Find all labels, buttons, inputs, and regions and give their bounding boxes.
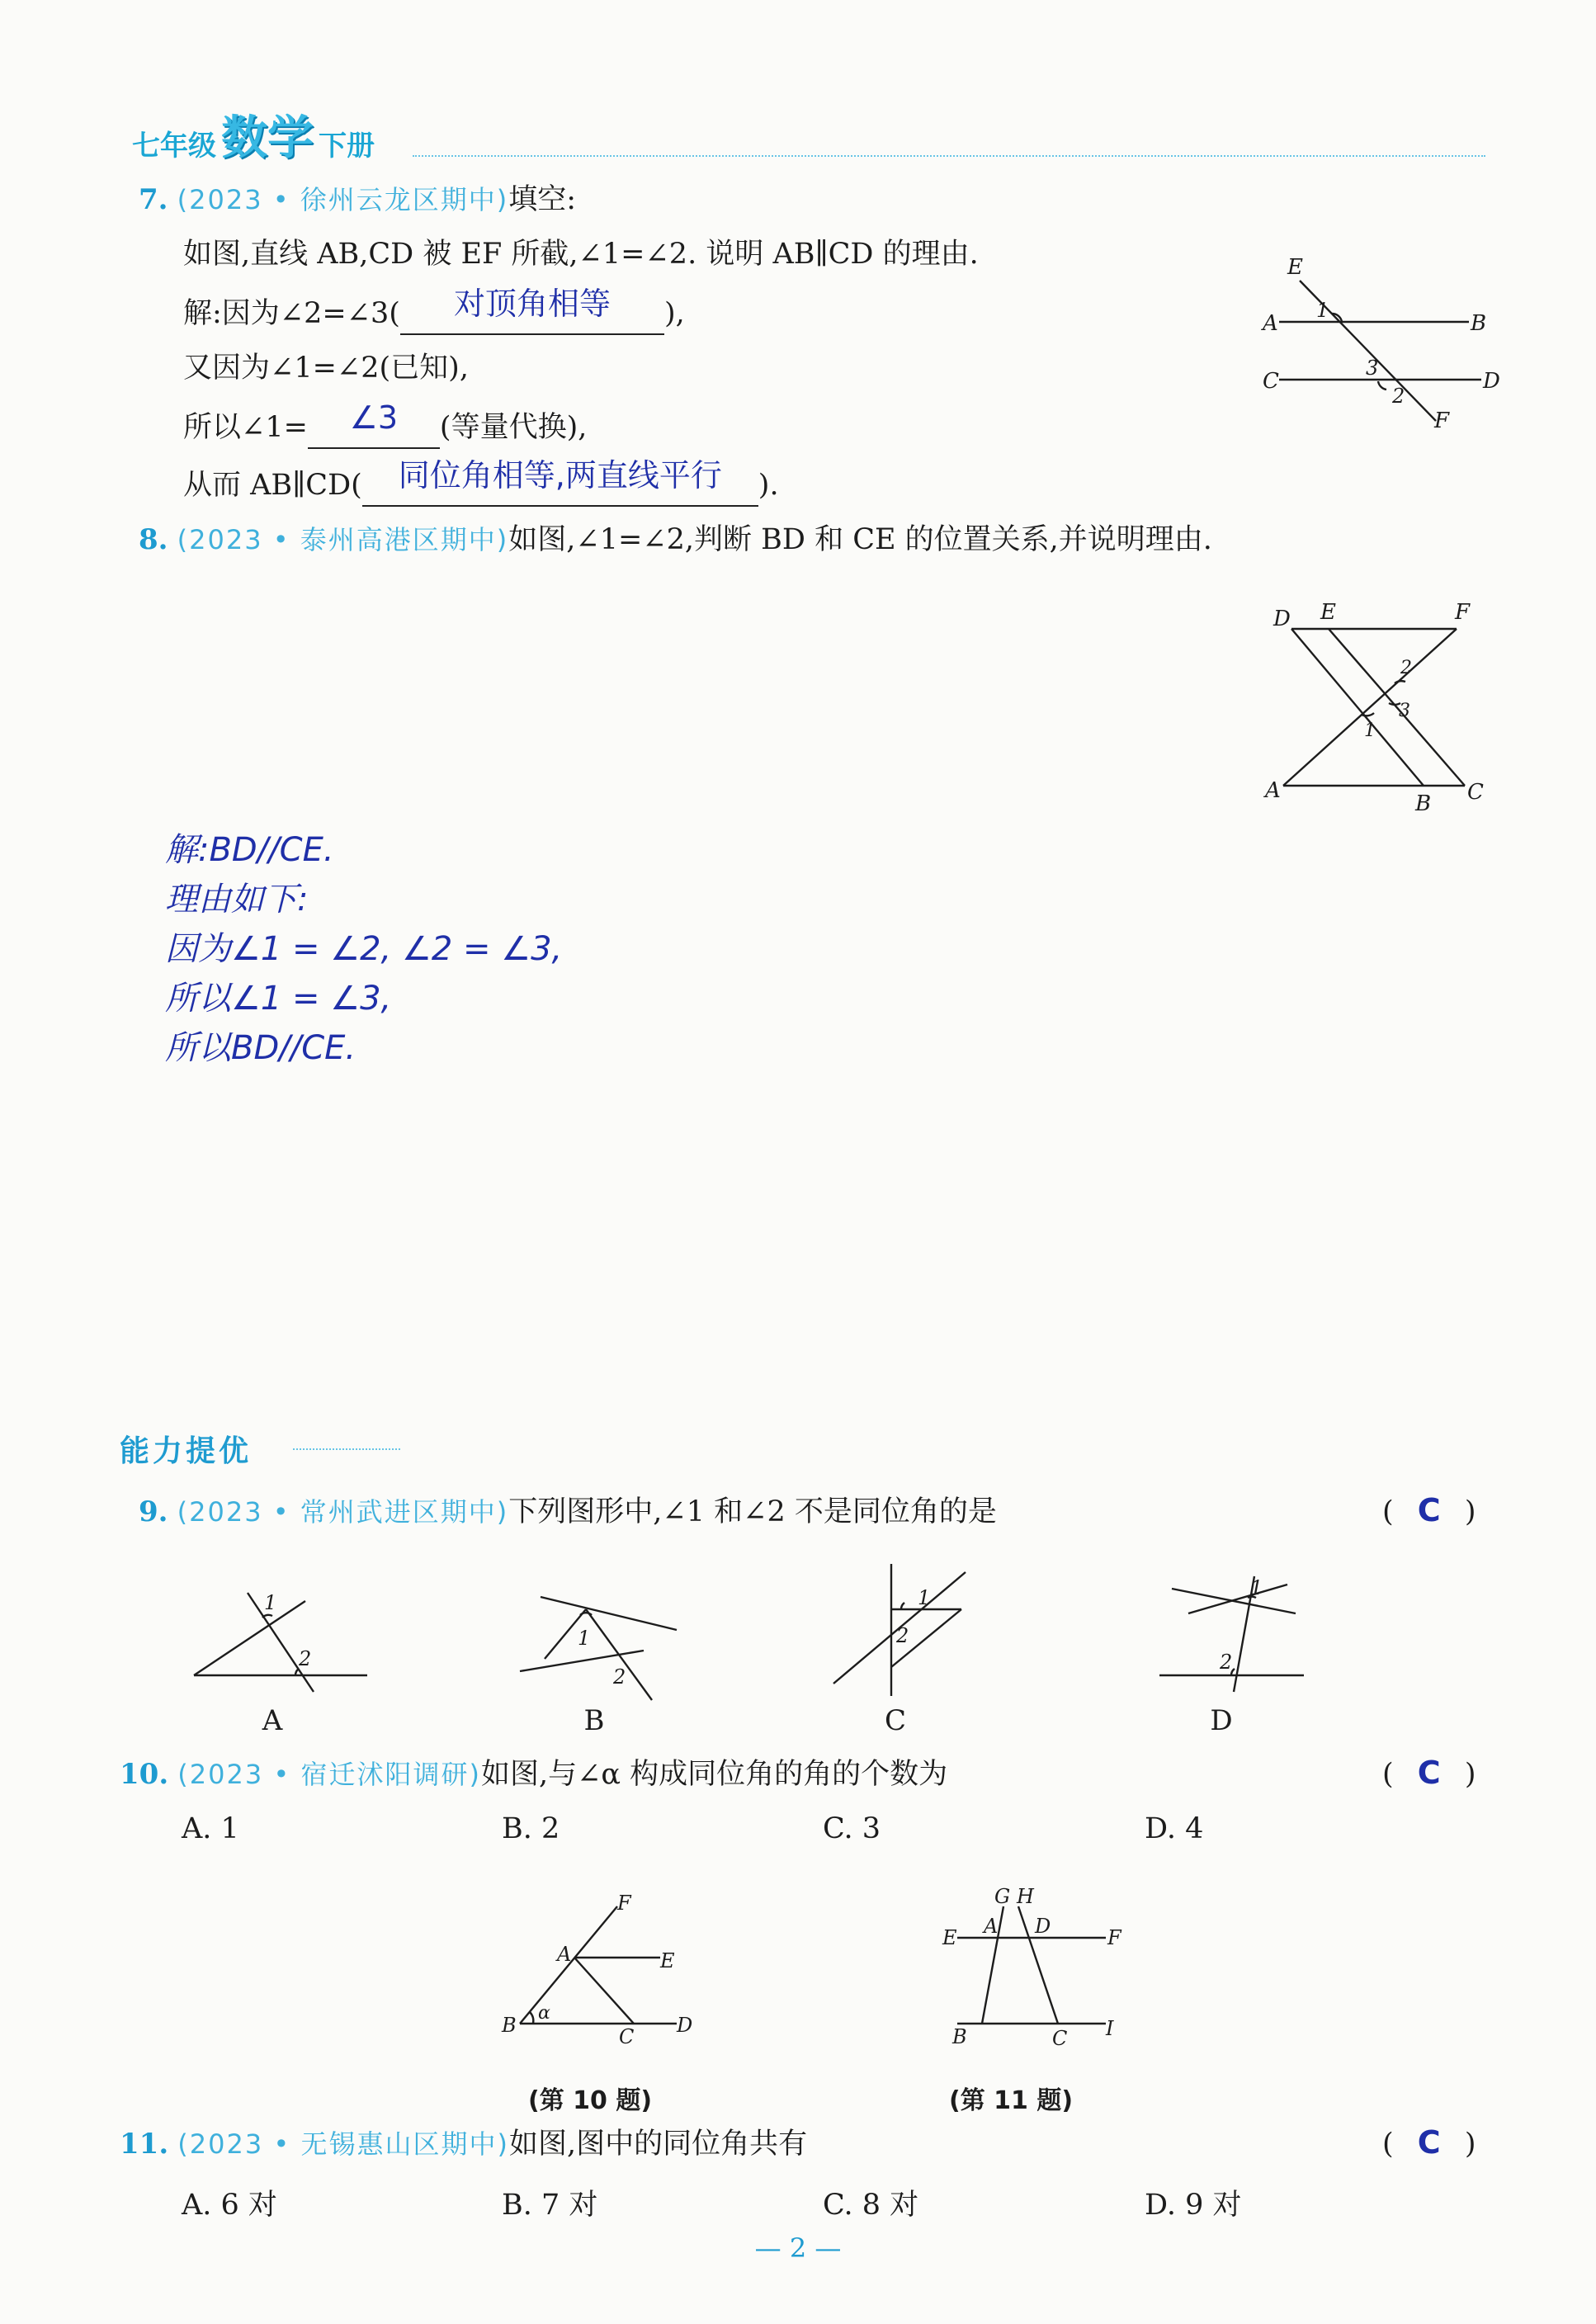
q8-solution-line-1: 解:BD//CE. [165, 831, 334, 869]
q9c-label-2: 2 [896, 1624, 909, 1647]
q7-line5 [183, 457, 779, 507]
q10-label-a: A [557, 1943, 572, 1966]
q11-label-f: F [1107, 1926, 1121, 1949]
q9c-label-1: 1 [918, 1586, 931, 1609]
q10-figure [495, 1890, 710, 2047]
q7-line5-post: ). [758, 469, 779, 502]
q7-line3: 又因为∠1=∠2(已知), [183, 352, 469, 385]
q10-label-d: D [677, 2014, 693, 2037]
q11-answer-box [1382, 2124, 1476, 2161]
q11-prompt: 如图,图中的同位角共有 [508, 2128, 808, 2161]
q7-prompt: 填空: [508, 183, 577, 216]
q11-option-a: A. 6 对 [182, 2189, 277, 2222]
q8-solution-line-5: 所以BD//CE. [165, 1029, 357, 1067]
q7-answer-3: 同位角相等,两直线平行 [398, 457, 722, 494]
q9b-label-1: 1 [578, 1627, 591, 1650]
q7-title [139, 180, 576, 220]
q7-line4 [183, 399, 588, 449]
q7-line2 [183, 286, 685, 335]
q9-option-c: C [884, 1704, 906, 1737]
q9-figure-a [182, 1568, 380, 1700]
q9a-label-1: 1 [264, 1591, 277, 1614]
q10-paren-close: ) [1464, 1758, 1476, 1791]
q8-label-c: C [1467, 780, 1484, 805]
q11-number: 11. [120, 2128, 169, 2161]
q10-title [120, 1755, 947, 1794]
q7-number: 7. [139, 183, 168, 216]
q10-paren-open: ( [1382, 1758, 1394, 1791]
q9a-label-2: 2 [299, 1647, 312, 1670]
q11-title [120, 2124, 807, 2164]
q8-line-ec [1329, 629, 1465, 786]
q9-option-a: A [262, 1704, 283, 1737]
q9-source: (2023 • 常州武进区期中) [177, 1496, 509, 1528]
section-title: 能力提优 [120, 1434, 253, 1468]
q11-source: (2023 • 无锡惠山区期中) [177, 2128, 509, 2160]
q7-line5-pre: 从而 AB∥CD( [183, 469, 362, 502]
q7-blank-1 [400, 286, 664, 335]
header-rule [413, 155, 1485, 157]
q9-title [139, 1492, 997, 1532]
q7-source: (2023 • 徐州云龙区期中) [177, 184, 509, 215]
q7-label-3: 3 [1366, 357, 1379, 380]
page-number: — 2 — [754, 2232, 842, 2264]
q11-option-b: B. 7 对 [502, 2189, 598, 2222]
q7-line4-pre: 所以∠1= [183, 411, 308, 444]
q11-label-g: G [994, 1885, 1011, 1908]
q11-label-a: A [984, 1915, 999, 1938]
q11-caption: (第 11 题) [949, 2086, 1074, 2115]
q7-line2-post: ), [663, 297, 685, 330]
q10-source: (2023 • 宿迁沭阳调研) [177, 1759, 481, 1790]
q11-label-e: E [942, 1926, 957, 1949]
q9-figure-c [825, 1560, 990, 1700]
q8-solution-line-4: 所以∠1 = ∠3, [165, 980, 392, 1018]
q9-answer: C [1417, 1492, 1441, 1528]
q7-answer-2: ∠3 [349, 399, 399, 436]
q10-option-c: C. 3 [823, 1812, 881, 1845]
q11-paren-close: ) [1464, 2128, 1476, 2161]
q11-answer: C [1417, 2124, 1441, 2161]
q8-prompt: 如图,∠1=∠2,判断 BD 和 CE 的位置关系,并说明理由. [508, 523, 1212, 556]
q10-option-a: A. 1 [182, 1812, 239, 1845]
q11-label-c: C [1052, 2027, 1068, 2050]
q11-option-d: D. 9 对 [1145, 2189, 1242, 2222]
q7-answer-1: 对顶角相等 [453, 286, 611, 322]
q9d-label-2: 2 [1220, 1651, 1233, 1674]
q8-line-fa [1283, 629, 1457, 786]
q8-label-d: D [1273, 607, 1291, 631]
q10-label-c: C [619, 2025, 635, 2047]
q11-option-c: C. 8 对 [823, 2189, 919, 2222]
q11-label-d: D [1035, 1915, 1051, 1938]
q11-figure [933, 1882, 1131, 2055]
q9-paren-close: ) [1464, 1495, 1476, 1528]
q9-number: 9. [139, 1495, 168, 1528]
q9-figure-d [1155, 1568, 1312, 1700]
q7-label-c: C [1263, 369, 1279, 394]
q10-option-d: D. 4 [1145, 1812, 1204, 1845]
q8-label-a: A [1265, 778, 1281, 803]
q7-line4-post: (等量代换), [439, 411, 588, 444]
q10-prompt: 如图,与∠α 构成同位角的角的个数为 [480, 1758, 948, 1791]
header-subject: 数学 [221, 111, 314, 165]
q10-label-alpha: α [538, 2003, 550, 2024]
q10-label-e: E [660, 1949, 675, 1972]
q8-angle-arc-2 [1395, 681, 1405, 683]
q11-label-i: I [1106, 2017, 1114, 2040]
q8-title [139, 520, 1212, 560]
q10-answer: C [1417, 1755, 1441, 1791]
header-volume: 下册 [319, 130, 375, 163]
q8-source: (2023 • 泰州高港区期中) [177, 524, 509, 555]
q9-paren-open: ( [1382, 1495, 1394, 1528]
header-grade: 七年级 [132, 130, 216, 163]
q8-figure [1258, 594, 1498, 817]
q9d-label-1: 1 [1250, 1576, 1263, 1599]
q7-label-f: F [1434, 409, 1450, 433]
q8-label-3: 3 [1399, 701, 1410, 721]
header-brand [132, 111, 375, 165]
q9-option-b: B [583, 1704, 605, 1737]
q8-label-1: 1 [1364, 720, 1376, 741]
q7-blank-2 [308, 399, 440, 449]
q7-blank-3 [362, 457, 758, 507]
q8-solution [165, 825, 562, 1073]
q7-label-b: B [1471, 311, 1487, 336]
q7-label-2: 2 [1392, 385, 1405, 408]
q9b-label-2: 2 [613, 1665, 626, 1689]
q10-answer-box [1382, 1755, 1476, 1791]
q7-line2-pre: 解:因为∠2=∠3( [183, 297, 400, 330]
q9-answer-box [1382, 1492, 1476, 1528]
q7-label-a: A [1263, 311, 1278, 336]
q10-option-b: B. 2 [502, 1812, 560, 1845]
q7-label-1: 1 [1316, 299, 1329, 322]
q9-figure-b [508, 1580, 689, 1704]
q8-label-f: F [1455, 600, 1471, 625]
q10-line-ac [574, 1958, 634, 2024]
q9-prompt: 下列图形中,∠1 和∠2 不是同位角的是 [508, 1495, 997, 1528]
q11-paren-open: ( [1382, 2128, 1394, 2161]
q10-number: 10. [120, 1758, 169, 1791]
q8-label-b: B [1415, 791, 1432, 816]
section-rule [293, 1448, 400, 1450]
q10-label-b: B [502, 2014, 517, 2037]
q7-label-e: E [1287, 255, 1303, 280]
q10-label-f: F [617, 1892, 631, 1915]
q8-number: 8. [139, 523, 168, 556]
q11-label-h: H [1017, 1885, 1034, 1908]
q10-caption: (第 10 题) [528, 2086, 653, 2115]
q8-solution-line-2: 理由如下: [165, 881, 309, 919]
q7-figure [1246, 248, 1510, 437]
q7-label-d: D [1483, 369, 1500, 394]
q7-line1: 如图,直线 AB,CD 被 EF 所截,∠1=∠2. 说明 AB∥CD 的理由. [183, 238, 979, 271]
q8-label-e: E [1320, 600, 1336, 625]
q11-label-b: B [952, 2025, 967, 2048]
q7-angle-arc-2 [1378, 381, 1386, 390]
q8-solution-line-3: 因为∠1 = ∠2, ∠2 = ∠3, [165, 930, 563, 968]
q8-label-2: 2 [1400, 658, 1412, 678]
q9-option-d: D [1210, 1704, 1233, 1737]
